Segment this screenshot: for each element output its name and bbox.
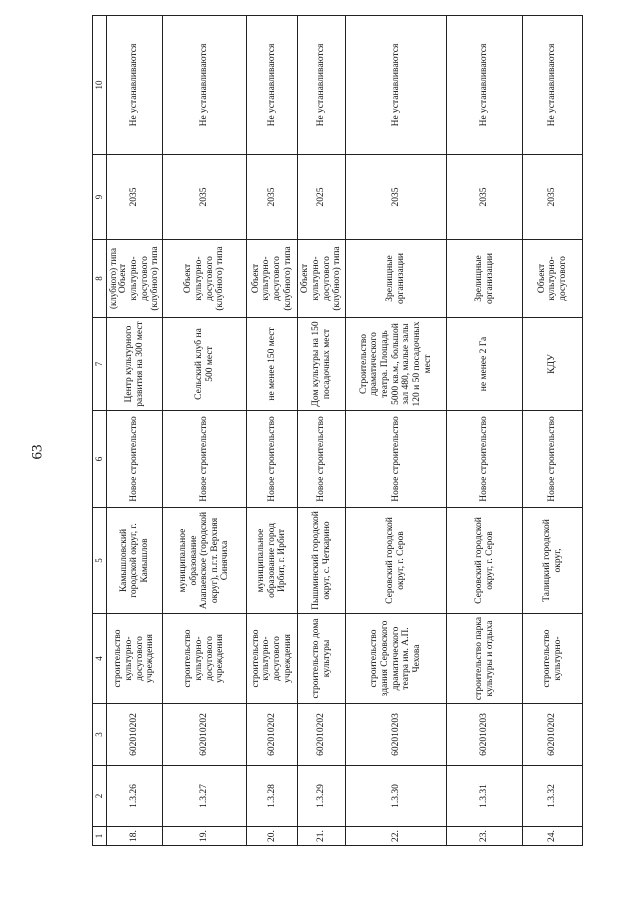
zone-restrictions: Не устанавливаются xyxy=(447,16,523,155)
object-location: Серовский городской округ, г. Серов xyxy=(447,508,523,614)
table-row xyxy=(107,16,163,846)
object-location: Пышминский городской округ, с. Четкарино xyxy=(298,508,346,614)
zone-description xyxy=(107,240,163,318)
zone-description: Объект культурно-досугового (клубного) типа xyxy=(247,240,298,318)
zone-restrictions: Не устанавливаются xyxy=(247,16,298,155)
column-number: 10 xyxy=(93,16,107,155)
object-location: Талицкий городской округ, xyxy=(523,508,583,614)
object-kind-code: 602010203 xyxy=(346,704,447,766)
column-number: 5 xyxy=(93,508,107,614)
row-number: 20. xyxy=(247,827,298,846)
zone-restrictions: Не устанавливаются xyxy=(163,16,247,155)
object-capacity: не менее 2 Га xyxy=(447,318,523,411)
row-number: 21. xyxy=(298,827,346,846)
object-name: строительство культурно-досугового учреждения xyxy=(163,614,247,704)
construction-type: Новое строительство xyxy=(107,411,163,508)
zone-restrictions: Не устанавливаются xyxy=(523,16,583,155)
construction-type: Новое строительство xyxy=(247,411,298,508)
object-kind-code: 602010202 xyxy=(107,704,163,766)
column-number: 1 xyxy=(93,827,107,846)
object-name: строительство культурно-досугового учреждения xyxy=(107,614,163,704)
object-capacity: КДУ xyxy=(523,318,583,411)
table-row xyxy=(163,16,247,846)
object-location: Серовский городской округ, г. Серов xyxy=(346,508,447,614)
table-row xyxy=(346,16,447,846)
object-code: 1.3.31 xyxy=(447,766,523,827)
column-number: 8 xyxy=(93,240,107,318)
object-capacity: Центр культурного развития на 300 мест xyxy=(107,318,163,411)
construction-type: Новое строительство xyxy=(523,411,583,508)
realization-year: 2035 xyxy=(247,155,298,240)
object-name: строительство культурно-досугового учреждения xyxy=(247,614,298,704)
objects-table xyxy=(92,15,583,846)
column-numbers-row xyxy=(93,16,107,846)
carry-over-text: (клубного) типа xyxy=(108,248,119,309)
construction-type: Новое строительство xyxy=(298,411,346,508)
object-code: 1.3.26 xyxy=(107,766,163,827)
column-number: 9 xyxy=(93,155,107,240)
realization-year: 2035 xyxy=(163,155,247,240)
column-number: 6 xyxy=(93,411,107,508)
realization-year: 2035 xyxy=(447,155,523,240)
object-location: муниципальное образование город Ирбит, г. Ирбит xyxy=(247,508,298,614)
zone-description: Зрелищные организации xyxy=(447,240,523,318)
page-number: 63 xyxy=(29,444,46,460)
object-capacity: Строительство драматического театра. Площадь 5000 кв.м., большой зал 480, малые залы 120 и 50 посадочных мест xyxy=(346,318,447,411)
object-kind-code: 602010202 xyxy=(523,704,583,766)
object-location: муниципальное образование Алапаевское (городской округ), п.г.т. Верхняя Синячиха xyxy=(163,508,247,614)
realization-year: 2035 xyxy=(107,155,163,240)
object-name: строительство культурно- xyxy=(523,614,583,704)
table-row xyxy=(298,16,346,846)
object-kind-code: 602010202 xyxy=(247,704,298,766)
zone-restrictions: Не устанавливаются xyxy=(346,16,447,155)
object-capacity: не менее 150 мест xyxy=(247,318,298,411)
row-number: 19. xyxy=(163,827,247,846)
zone-text: Объект культурно-досугового (клубного) типа xyxy=(118,246,161,311)
row-number: 22. xyxy=(346,827,447,846)
row-number: 18. xyxy=(107,827,163,846)
object-capacity: Дом культуры на 150 посадочных мест xyxy=(298,318,346,411)
object-name: строительство здания Серовского драматического театра им. А.П. Чехова xyxy=(346,614,447,704)
zone-description: Объект культурно-досугового xyxy=(523,240,583,318)
table-row xyxy=(447,16,523,846)
column-number: 4 xyxy=(93,614,107,704)
column-number: 7 xyxy=(93,318,107,411)
object-name: строительство парка культуры и отдыха xyxy=(447,614,523,704)
object-code: 1.3.27 xyxy=(163,766,247,827)
object-code: 1.3.28 xyxy=(247,766,298,827)
construction-type: Новое строительство xyxy=(346,411,447,508)
object-kind-code: 602010202 xyxy=(298,704,346,766)
row-number: 24. xyxy=(523,827,583,846)
object-code: 1.3.30 xyxy=(346,766,447,827)
column-number: 2 xyxy=(93,766,107,827)
object-location: Камышловский городской округ, г. Камышлов xyxy=(107,508,163,614)
object-code: 1.3.32 xyxy=(523,766,583,827)
zone-description: Объект культурно-досугового (клубного) типа xyxy=(163,240,247,318)
realization-year: 2035 xyxy=(523,155,583,240)
construction-type: Новое строительство xyxy=(447,411,523,508)
realization-year: 2035 xyxy=(346,155,447,240)
zone-restrictions: Не устанавливаются xyxy=(298,16,346,155)
table-sheet xyxy=(92,16,581,846)
table-row xyxy=(523,16,583,846)
construction-type: Новое строительство xyxy=(163,411,247,508)
rotated-table-frame xyxy=(92,16,581,846)
zone-description: Объект культурно-досугового (клубного) типа xyxy=(298,240,346,318)
column-number: 3 xyxy=(93,704,107,766)
object-kind-code: 602010202 xyxy=(163,704,247,766)
table-row xyxy=(247,16,298,846)
zone-restrictions: Не устанавливаются xyxy=(107,16,163,155)
row-number: 23. xyxy=(447,827,523,846)
object-name: строительство дома культуры xyxy=(298,614,346,704)
object-code: 1.3.29 xyxy=(298,766,346,827)
object-capacity: Сельский клуб на 500 мест xyxy=(163,318,247,411)
object-kind-code: 602010203 xyxy=(447,704,523,766)
zone-description: Зрелищные организации xyxy=(346,240,447,318)
realization-year: 2025 xyxy=(298,155,346,240)
